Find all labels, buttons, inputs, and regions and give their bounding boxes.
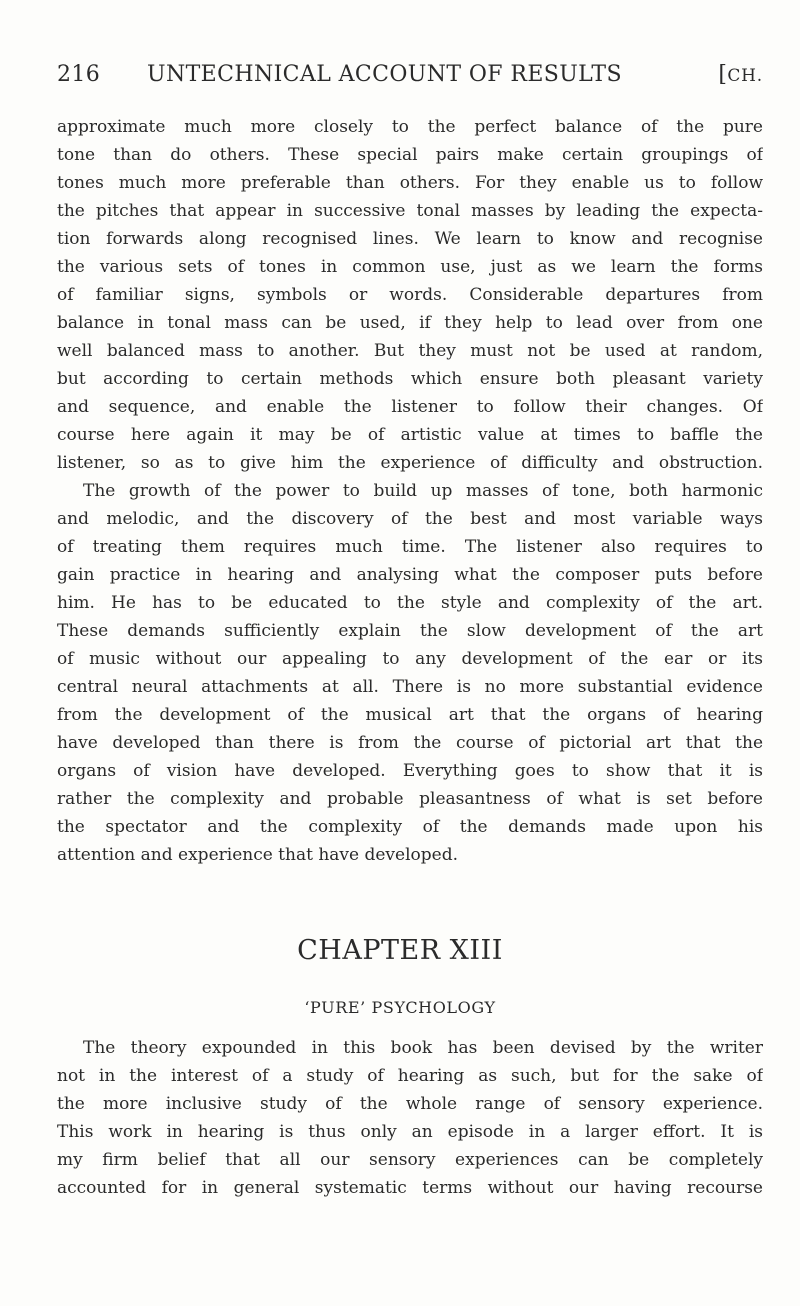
text-line: but according to certain methods which ensure both pleasant variety — [57, 369, 763, 389]
text-line: course here again it may be of artistic value at times to baffle the — [57, 425, 763, 445]
chapter-reference — [718, 62, 763, 87]
chapter-body-text — [57, 1034, 763, 1202]
text-line: attention and experience that have developed. — [57, 845, 458, 865]
chapter-reference-abbrev: CH. — [727, 66, 763, 86]
text-line: The growth of the power to build up masses of tone, both harmonic — [83, 481, 763, 501]
text-line: well balanced mass to another. But they must not be used at random, — [57, 341, 763, 361]
chapter-reference-bracket: [ — [718, 62, 728, 87]
running-head — [57, 62, 763, 96]
page-number: 216 — [57, 62, 101, 87]
text-line: have developed than there is from the course of pictorial art that the — [57, 733, 763, 753]
text-line: These demands sufficiently explain the slow development of the art — [57, 621, 763, 641]
text-line: the various sets of tones in common use, just as we learn the forms — [57, 257, 763, 277]
text-line: from the development of the musical art that the organs of hearing — [57, 705, 763, 725]
text-line: and sequence, and enable the listener to follow their changes. Of — [57, 397, 763, 417]
text-line: gain practice in hearing and analysing what the composer puts before — [57, 565, 763, 585]
text-line: the spectator and the complexity of the demands made upon his — [57, 817, 763, 837]
text-line: central neural attachments at all. There is no more substantial evidence — [57, 677, 763, 697]
text-line: organs of vision have developed. Everything goes to show that it is — [57, 761, 763, 781]
text-line: him. He has to be educated to the style and complexity of the art. — [57, 593, 763, 613]
text-line: not in the interest of a study of hearing as such, but for the sake of — [57, 1066, 763, 1086]
chapter-subheading: ‘PURE’ PSYCHOLOGY — [304, 998, 496, 1017]
text-line: and melodic, and the discovery of the best and most variable ways — [57, 509, 763, 529]
text-line: This work in hearing is thus only an episode in a larger effort. It is — [57, 1122, 763, 1142]
text-line: tone than do others. These special pairs make certain groupings of — [57, 145, 763, 165]
text-line: tones much more preferable than others. For they enable us to follow — [57, 173, 763, 193]
text-line: approximate much more closely to the perfect balance of the pure — [57, 117, 763, 137]
text-line: accounted for in general systematic terms without our having recourse — [57, 1178, 763, 1198]
text-line: The theory expounded in this book has been devised by the writer — [83, 1038, 763, 1058]
text-line: the more inclusive study of the whole range of sensory experience. — [57, 1094, 763, 1114]
chapter-heading: CHAPTER XIII — [297, 935, 503, 966]
text-line: of familiar signs, symbols or words. Considerable departures from — [57, 285, 763, 305]
text-line: of music without our appealing to any development of the ear or its — [57, 649, 763, 669]
body-text-continued — [57, 113, 763, 869]
text-line: rather the complexity and probable pleasantness of what is set before — [57, 789, 763, 809]
text-line: my firm belief that all our sensory experiences can be completely — [57, 1150, 763, 1170]
text-line: listener, so as to give him the experience of difficulty and obstruction. — [57, 453, 763, 473]
running-title: UNTECHNICAL ACCOUNT OF RESULTS — [147, 62, 622, 87]
text-line: tion forwards along recognised lines. We learn to know and recognise — [57, 229, 763, 249]
text-line: the pitches that appear in successive tonal masses by leading the expecta- — [57, 201, 763, 221]
text-line: balance in tonal mass can be used, if they help to lead over from one — [57, 313, 763, 333]
text-line: of treating them requires much time. The listener also requires to — [57, 537, 763, 557]
